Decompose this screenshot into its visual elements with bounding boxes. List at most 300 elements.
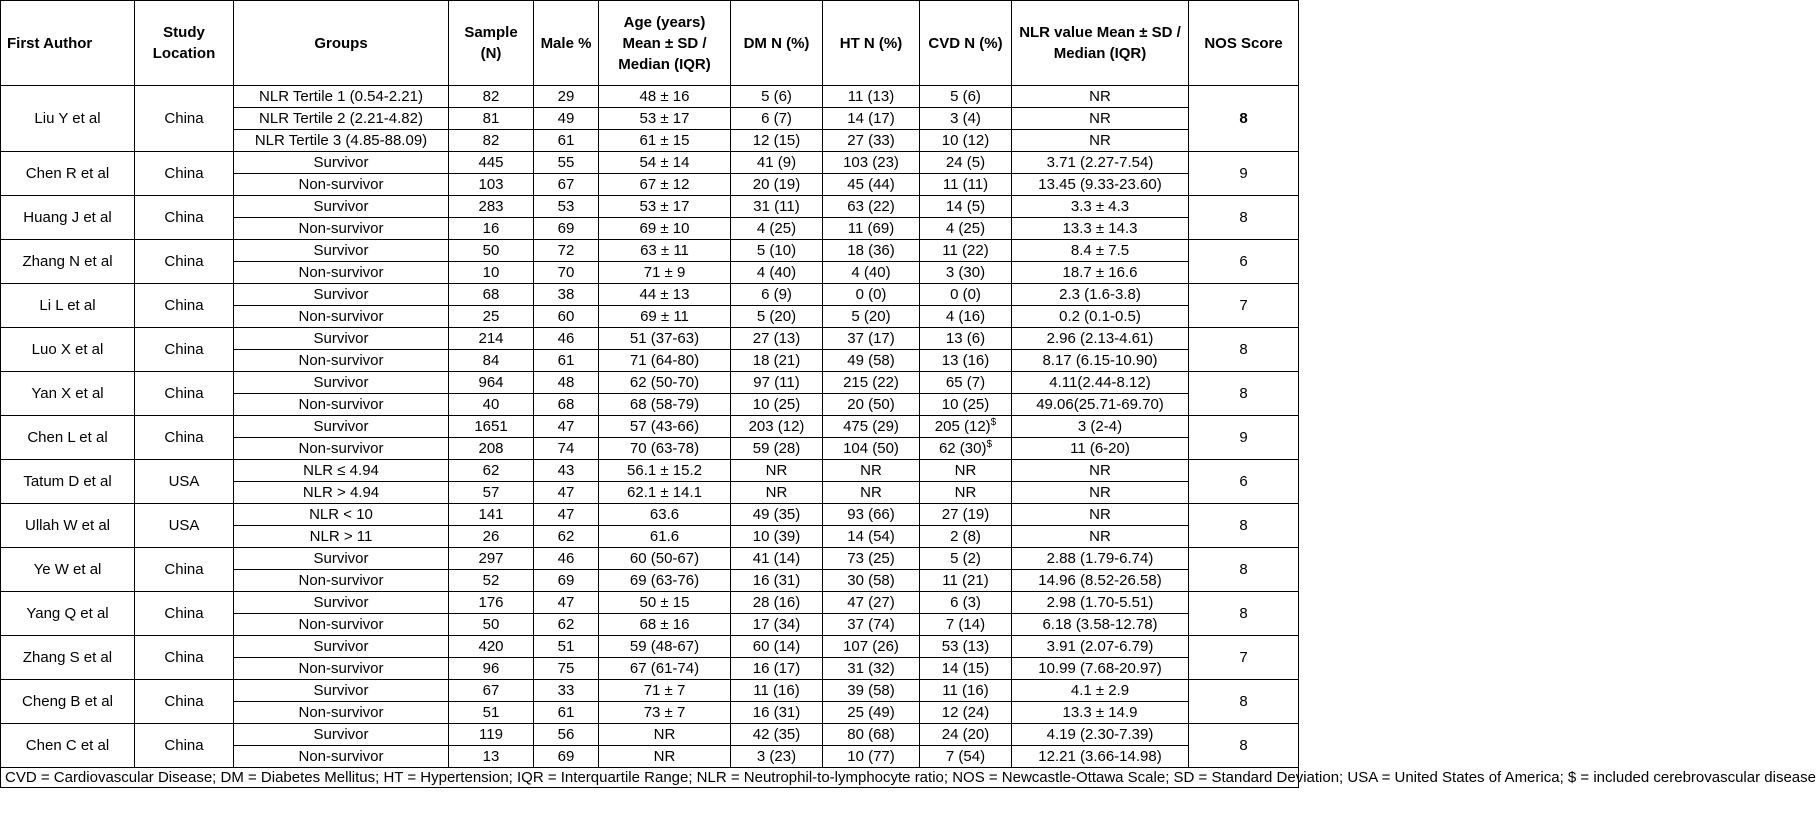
table-row <box>1 592 1299 614</box>
cvd-cell: 11 (21) <box>920 570 1012 592</box>
ht-cell: 30 (58) <box>823 570 920 592</box>
cvd-value: 205 (12) <box>934 418 991 435</box>
sample-cell: 82 <box>449 86 534 108</box>
ht-cell: 20 (50) <box>823 394 920 416</box>
header-ht: HT N (%) <box>823 1 920 86</box>
ht-cell: 215 (22) <box>823 372 920 394</box>
group-cell: NLR > 4.94 <box>234 482 449 504</box>
age-cell: 51 (37-63) <box>599 328 731 350</box>
header-location: Study Location <box>135 1 234 86</box>
male-cell: 69 <box>534 746 599 768</box>
footnote-row <box>1 768 1299 788</box>
group-cell: Survivor <box>234 284 449 306</box>
nos-cell: 6 <box>1189 460 1299 504</box>
sample-cell: 96 <box>449 658 534 680</box>
male-cell: 61 <box>534 350 599 372</box>
ht-cell: 18 (36) <box>823 240 920 262</box>
dm-cell: 10 (39) <box>731 526 823 548</box>
male-cell: 51 <box>534 636 599 658</box>
header-dm: DM N (%) <box>731 1 823 86</box>
male-cell: 60 <box>534 306 599 328</box>
group-cell: Non-survivor <box>234 438 449 460</box>
dm-cell: 41 (14) <box>731 548 823 570</box>
nos-cell: 9 <box>1189 152 1299 196</box>
age-cell: 48 ± 16 <box>599 86 731 108</box>
location-cell: USA <box>135 504 234 548</box>
male-cell: 47 <box>534 592 599 614</box>
age-cell: 59 (48-67) <box>599 636 731 658</box>
sample-cell: 57 <box>449 482 534 504</box>
group-cell: NLR < 10 <box>234 504 449 526</box>
cerebrovascular-marker: $ <box>986 439 993 450</box>
age-cell: 54 ± 14 <box>599 152 731 174</box>
nlr-cell: 4.19 (2.30-7.39) <box>1012 724 1189 746</box>
age-cell: 73 ± 7 <box>599 702 731 724</box>
age-cell: 56.1 ± 15.2 <box>599 460 731 482</box>
table-body <box>1 86 1299 768</box>
location-cell: USA <box>135 460 234 504</box>
cvd-cell: 4 (16) <box>920 306 1012 328</box>
male-cell: 69 <box>534 570 599 592</box>
dm-cell: 41 (9) <box>731 152 823 174</box>
sample-cell: 10 <box>449 262 534 284</box>
ht-cell: 27 (33) <box>823 130 920 152</box>
sample-cell: 420 <box>449 636 534 658</box>
ht-cell: 93 (66) <box>823 504 920 526</box>
age-cell: 62.1 ± 14.1 <box>599 482 731 504</box>
group-cell: NLR Tertile 1 (0.54-2.21) <box>234 86 449 108</box>
age-cell: NR <box>599 724 731 746</box>
male-cell: 74 <box>534 438 599 460</box>
table-row <box>1 636 1299 658</box>
nlr-cell: 3.71 (2.27-7.54) <box>1012 152 1189 174</box>
group-cell: Survivor <box>234 372 449 394</box>
nos-cell: 8 <box>1189 548 1299 592</box>
male-cell: 33 <box>534 680 599 702</box>
ht-cell: 37 (74) <box>823 614 920 636</box>
header-age: Age (years) Mean ± SD / Median (IQR) <box>599 1 731 86</box>
sample-cell: 50 <box>449 240 534 262</box>
age-cell: 61.6 <box>599 526 731 548</box>
group-cell: Survivor <box>234 416 449 438</box>
age-cell: 50 ± 15 <box>599 592 731 614</box>
sample-cell: 208 <box>449 438 534 460</box>
nlr-cell: 2.88 (1.79-6.74) <box>1012 548 1189 570</box>
cvd-cell: 5 (2) <box>920 548 1012 570</box>
location-cell: China <box>135 196 234 240</box>
dm-cell: 59 (28) <box>731 438 823 460</box>
male-cell: 61 <box>534 130 599 152</box>
author-cell: Chen L et al <box>1 416 135 460</box>
group-cell: Non-survivor <box>234 570 449 592</box>
table-row <box>1 372 1299 394</box>
ht-cell: 73 (25) <box>823 548 920 570</box>
nlr-cell: NR <box>1012 86 1189 108</box>
cvd-cell: 11 (11) <box>920 174 1012 196</box>
male-cell: 29 <box>534 86 599 108</box>
location-cell: China <box>135 592 234 636</box>
nlr-cell: 8.17 (6.15-10.90) <box>1012 350 1189 372</box>
sample-cell: 51 <box>449 702 534 724</box>
group-cell: Survivor <box>234 196 449 218</box>
nlr-cell: NR <box>1012 482 1189 504</box>
cvd-cell: 0 (0) <box>920 284 1012 306</box>
sample-cell: 40 <box>449 394 534 416</box>
cvd-cell: 12 (24) <box>920 702 1012 724</box>
cvd-cell: 27 (19) <box>920 504 1012 526</box>
header-row <box>1 1 1299 86</box>
male-cell: 61 <box>534 702 599 724</box>
cvd-cell: 7 (14) <box>920 614 1012 636</box>
dm-cell: 4 (40) <box>731 262 823 284</box>
dm-cell: 5 (10) <box>731 240 823 262</box>
dm-cell: 16 (31) <box>731 570 823 592</box>
group-cell: NLR Tertile 3 (4.85-88.09) <box>234 130 449 152</box>
ht-cell: 63 (22) <box>823 196 920 218</box>
sample-cell: 25 <box>449 306 534 328</box>
sample-cell: 283 <box>449 196 534 218</box>
age-cell: 63.6 <box>599 504 731 526</box>
cvd-cell: 65 (7) <box>920 372 1012 394</box>
nlr-cell: 2.96 (2.13-4.61) <box>1012 328 1189 350</box>
location-cell: China <box>135 240 234 284</box>
sample-cell: 52 <box>449 570 534 592</box>
dm-cell: 11 (16) <box>731 680 823 702</box>
dm-cell: 3 (23) <box>731 746 823 768</box>
nlr-cell: 2.98 (1.70-5.51) <box>1012 592 1189 614</box>
header-sample: Sample (N) <box>449 1 534 86</box>
group-cell: Non-survivor <box>234 350 449 372</box>
age-cell: 67 (61-74) <box>599 658 731 680</box>
nlr-cell: NR <box>1012 460 1189 482</box>
table-row <box>1 724 1299 746</box>
nlr-cell: 3 (2-4) <box>1012 416 1189 438</box>
nos-cell: 7 <box>1189 284 1299 328</box>
cvd-cell: 24 (5) <box>920 152 1012 174</box>
age-cell: 70 (63-78) <box>599 438 731 460</box>
male-cell: 47 <box>534 416 599 438</box>
nos-cell: 8 <box>1189 592 1299 636</box>
ht-cell: 5 (20) <box>823 306 920 328</box>
location-cell: China <box>135 284 234 328</box>
nlr-cell: 4.1 ± 2.9 <box>1012 680 1189 702</box>
male-cell: 49 <box>534 108 599 130</box>
group-cell: NLR ≤ 4.94 <box>234 460 449 482</box>
location-cell: China <box>135 372 234 416</box>
header-groups: Groups <box>234 1 449 86</box>
sample-cell: 964 <box>449 372 534 394</box>
age-cell: NR <box>599 746 731 768</box>
ht-cell: 49 (58) <box>823 350 920 372</box>
author-cell: Chen R et al <box>1 152 135 196</box>
male-cell: 55 <box>534 152 599 174</box>
dm-cell: NR <box>731 482 823 504</box>
table-row <box>1 240 1299 262</box>
group-cell: Non-survivor <box>234 262 449 284</box>
age-cell: 63 ± 11 <box>599 240 731 262</box>
group-cell: Non-survivor <box>234 702 449 724</box>
ht-cell: 10 (77) <box>823 746 920 768</box>
sample-cell: 214 <box>449 328 534 350</box>
author-cell: Li L et al <box>1 284 135 328</box>
sample-cell: 26 <box>449 526 534 548</box>
dm-cell: 203 (12) <box>731 416 823 438</box>
table-row <box>1 416 1299 438</box>
nlr-cell: 11 (6-20) <box>1012 438 1189 460</box>
dm-cell: NR <box>731 460 823 482</box>
cvd-cell: 4 (25) <box>920 218 1012 240</box>
cvd-cell: 13 (16) <box>920 350 1012 372</box>
sample-cell: 84 <box>449 350 534 372</box>
cvd-cell: 53 (13) <box>920 636 1012 658</box>
nlr-cell: 3.91 (2.07-6.79) <box>1012 636 1189 658</box>
age-cell: 62 (50-70) <box>599 372 731 394</box>
nlr-cell: NR <box>1012 130 1189 152</box>
nlr-cell: NR <box>1012 504 1189 526</box>
sample-cell: 445 <box>449 152 534 174</box>
author-cell: Luo X et al <box>1 328 135 372</box>
cvd-cell: 11 (16) <box>920 680 1012 702</box>
author-cell: Yan X et al <box>1 372 135 416</box>
nos-cell: 8 <box>1189 504 1299 548</box>
table-row <box>1 86 1299 108</box>
dm-cell: 97 (11) <box>731 372 823 394</box>
nlr-cell: 14.96 (8.52-26.58) <box>1012 570 1189 592</box>
cvd-cell: 13 (6) <box>920 328 1012 350</box>
ht-cell: 39 (58) <box>823 680 920 702</box>
male-cell: 53 <box>534 196 599 218</box>
ht-cell: 47 (27) <box>823 592 920 614</box>
dm-cell: 27 (13) <box>731 328 823 350</box>
dm-cell: 20 (19) <box>731 174 823 196</box>
cvd-cell: 3 (4) <box>920 108 1012 130</box>
sample-cell: 62 <box>449 460 534 482</box>
table-row <box>1 152 1299 174</box>
group-cell: Non-survivor <box>234 394 449 416</box>
nos-cell: 6 <box>1189 240 1299 284</box>
male-cell: 48 <box>534 372 599 394</box>
nos-cell: 8 <box>1189 724 1299 768</box>
sample-cell: 81 <box>449 108 534 130</box>
ht-cell: NR <box>823 460 920 482</box>
table-row <box>1 680 1299 702</box>
cvd-cell: 11 (22) <box>920 240 1012 262</box>
dm-cell: 42 (35) <box>731 724 823 746</box>
sample-cell: 82 <box>449 130 534 152</box>
dm-cell: 5 (6) <box>731 86 823 108</box>
ht-cell: NR <box>823 482 920 504</box>
group-cell: Non-survivor <box>234 746 449 768</box>
author-cell: Zhang N et al <box>1 240 135 284</box>
age-cell: 71 ± 7 <box>599 680 731 702</box>
male-cell: 75 <box>534 658 599 680</box>
header-author: First Author <box>1 1 135 86</box>
table-row <box>1 504 1299 526</box>
age-cell: 53 ± 17 <box>599 108 731 130</box>
location-cell: China <box>135 328 234 372</box>
ht-cell: 104 (50) <box>823 438 920 460</box>
location-cell: China <box>135 86 234 152</box>
location-cell: China <box>135 416 234 460</box>
dm-cell: 49 (35) <box>731 504 823 526</box>
cvd-cell: 2 (8) <box>920 526 1012 548</box>
author-cell: Tatum D et al <box>1 460 135 504</box>
dm-cell: 5 (20) <box>731 306 823 328</box>
male-cell: 47 <box>534 482 599 504</box>
nlr-cell: 3.3 ± 4.3 <box>1012 196 1189 218</box>
group-cell: Non-survivor <box>234 614 449 636</box>
sample-cell: 141 <box>449 504 534 526</box>
location-cell: China <box>135 680 234 724</box>
dm-cell: 28 (16) <box>731 592 823 614</box>
cvd-cell: 14 (5) <box>920 196 1012 218</box>
male-cell: 62 <box>534 614 599 636</box>
cvd-cell: 5 (6) <box>920 86 1012 108</box>
table-row <box>1 284 1299 306</box>
dm-cell: 17 (34) <box>731 614 823 636</box>
group-cell: Survivor <box>234 152 449 174</box>
male-cell: 47 <box>534 504 599 526</box>
ht-cell: 103 (23) <box>823 152 920 174</box>
sample-cell: 16 <box>449 218 534 240</box>
age-cell: 69 (63-76) <box>599 570 731 592</box>
group-cell: Non-survivor <box>234 174 449 196</box>
male-cell: 43 <box>534 460 599 482</box>
nlr-cell: 8.4 ± 7.5 <box>1012 240 1189 262</box>
ht-cell: 31 (32) <box>823 658 920 680</box>
author-cell: Yang Q et al <box>1 592 135 636</box>
header-nos: NOS Score <box>1189 1 1299 86</box>
age-cell: 69 ± 10 <box>599 218 731 240</box>
dm-cell: 4 (25) <box>731 218 823 240</box>
age-cell: 71 (64-80) <box>599 350 731 372</box>
group-cell: Survivor <box>234 548 449 570</box>
male-cell: 72 <box>534 240 599 262</box>
ht-cell: 11 (13) <box>823 86 920 108</box>
sample-cell: 50 <box>449 614 534 636</box>
table-row <box>1 460 1299 482</box>
ht-cell: 37 (17) <box>823 328 920 350</box>
footnote: CVD = Cardiovascular Disease; DM = Diabetes Mellitus; HT = Hypertension; IQR = Interquartile Range; NLR = Neutrophil-to-lymphocyte ratio; NOS = Newcastle-Ottawa Scale; SD = Standard Deviation; USA = United States of America; $ = included cerebrovascular disease <box>1 768 1299 788</box>
group-cell: Survivor <box>234 592 449 614</box>
nlr-cell: 10.99 (7.68-20.97) <box>1012 658 1189 680</box>
sample-cell: 119 <box>449 724 534 746</box>
male-cell: 70 <box>534 262 599 284</box>
age-cell: 53 ± 17 <box>599 196 731 218</box>
ht-cell: 80 (68) <box>823 724 920 746</box>
male-cell: 69 <box>534 218 599 240</box>
header-male: Male % <box>534 1 599 86</box>
age-cell: 44 ± 13 <box>599 284 731 306</box>
nos-cell: 8 <box>1189 328 1299 372</box>
male-cell: 68 <box>534 394 599 416</box>
group-cell: NLR Tertile 2 (2.21-4.82) <box>234 108 449 130</box>
age-cell: 60 (50-67) <box>599 548 731 570</box>
author-cell: Chen C et al <box>1 724 135 768</box>
group-cell: Non-survivor <box>234 658 449 680</box>
dm-cell: 60 (14) <box>731 636 823 658</box>
cvd-cell <box>920 416 1012 438</box>
cvd-cell: 24 (20) <box>920 724 1012 746</box>
dm-cell: 12 (15) <box>731 130 823 152</box>
group-cell: Non-survivor <box>234 218 449 240</box>
cvd-cell: 10 (25) <box>920 394 1012 416</box>
author-cell: Huang J et al <box>1 196 135 240</box>
ht-cell: 4 (40) <box>823 262 920 284</box>
nlr-cell: 49.06(25.71-69.70) <box>1012 394 1189 416</box>
cvd-cell: 10 (12) <box>920 130 1012 152</box>
male-cell: 38 <box>534 284 599 306</box>
ht-cell: 14 (54) <box>823 526 920 548</box>
cvd-cell <box>920 438 1012 460</box>
location-cell: China <box>135 152 234 196</box>
nlr-cell: 6.18 (3.58-12.78) <box>1012 614 1189 636</box>
nlr-cell: 13.3 ± 14.9 <box>1012 702 1189 724</box>
cerebrovascular-marker: $ <box>990 417 997 428</box>
nlr-cell: 18.7 ± 16.6 <box>1012 262 1189 284</box>
dm-cell: 16 (17) <box>731 658 823 680</box>
ht-cell: 475 (29) <box>823 416 920 438</box>
location-cell: China <box>135 724 234 768</box>
nlr-cell: 0.2 (0.1-0.5) <box>1012 306 1189 328</box>
cvd-cell: 14 (15) <box>920 658 1012 680</box>
sample-cell: 13 <box>449 746 534 768</box>
ht-cell: 107 (26) <box>823 636 920 658</box>
nlr-cell: 13.3 ± 14.3 <box>1012 218 1189 240</box>
group-cell: Survivor <box>234 240 449 262</box>
male-cell: 67 <box>534 174 599 196</box>
male-cell: 62 <box>534 526 599 548</box>
nos-cell: 8 <box>1189 86 1299 152</box>
group-cell: Survivor <box>234 680 449 702</box>
sample-cell: 1651 <box>449 416 534 438</box>
header-nlr: NLR value Mean ± SD / Median (IQR) <box>1012 1 1189 86</box>
location-cell: China <box>135 548 234 592</box>
ht-cell: 11 (69) <box>823 218 920 240</box>
nos-cell: 8 <box>1189 680 1299 724</box>
nlr-cell: NR <box>1012 108 1189 130</box>
dm-cell: 6 (7) <box>731 108 823 130</box>
ht-cell: 14 (17) <box>823 108 920 130</box>
nlr-cell: 4.11(2.44-8.12) <box>1012 372 1189 394</box>
dm-cell: 31 (11) <box>731 196 823 218</box>
age-cell: 71 ± 9 <box>599 262 731 284</box>
age-cell: 57 (43-66) <box>599 416 731 438</box>
group-cell: NLR > 11 <box>234 526 449 548</box>
age-cell: 67 ± 12 <box>599 174 731 196</box>
table-row <box>1 548 1299 570</box>
nos-cell: 8 <box>1189 372 1299 416</box>
nlr-cell: 2.3 (1.6-3.8) <box>1012 284 1189 306</box>
author-cell: Zhang S et al <box>1 636 135 680</box>
nlr-cell: 13.45 (9.33-23.60) <box>1012 174 1189 196</box>
age-cell: 68 (58-79) <box>599 394 731 416</box>
table-row <box>1 196 1299 218</box>
header-cvd: CVD N (%) <box>920 1 1012 86</box>
nos-cell: 8 <box>1189 196 1299 240</box>
cvd-cell: NR <box>920 460 1012 482</box>
age-cell: 69 ± 11 <box>599 306 731 328</box>
dm-cell: 10 (25) <box>731 394 823 416</box>
sample-cell: 68 <box>449 284 534 306</box>
nos-cell: 9 <box>1189 416 1299 460</box>
age-cell: 61 ± 15 <box>599 130 731 152</box>
nos-cell: 7 <box>1189 636 1299 680</box>
sample-cell: 67 <box>449 680 534 702</box>
cvd-cell: 7 (54) <box>920 746 1012 768</box>
age-cell: 68 ± 16 <box>599 614 731 636</box>
table-row <box>1 328 1299 350</box>
